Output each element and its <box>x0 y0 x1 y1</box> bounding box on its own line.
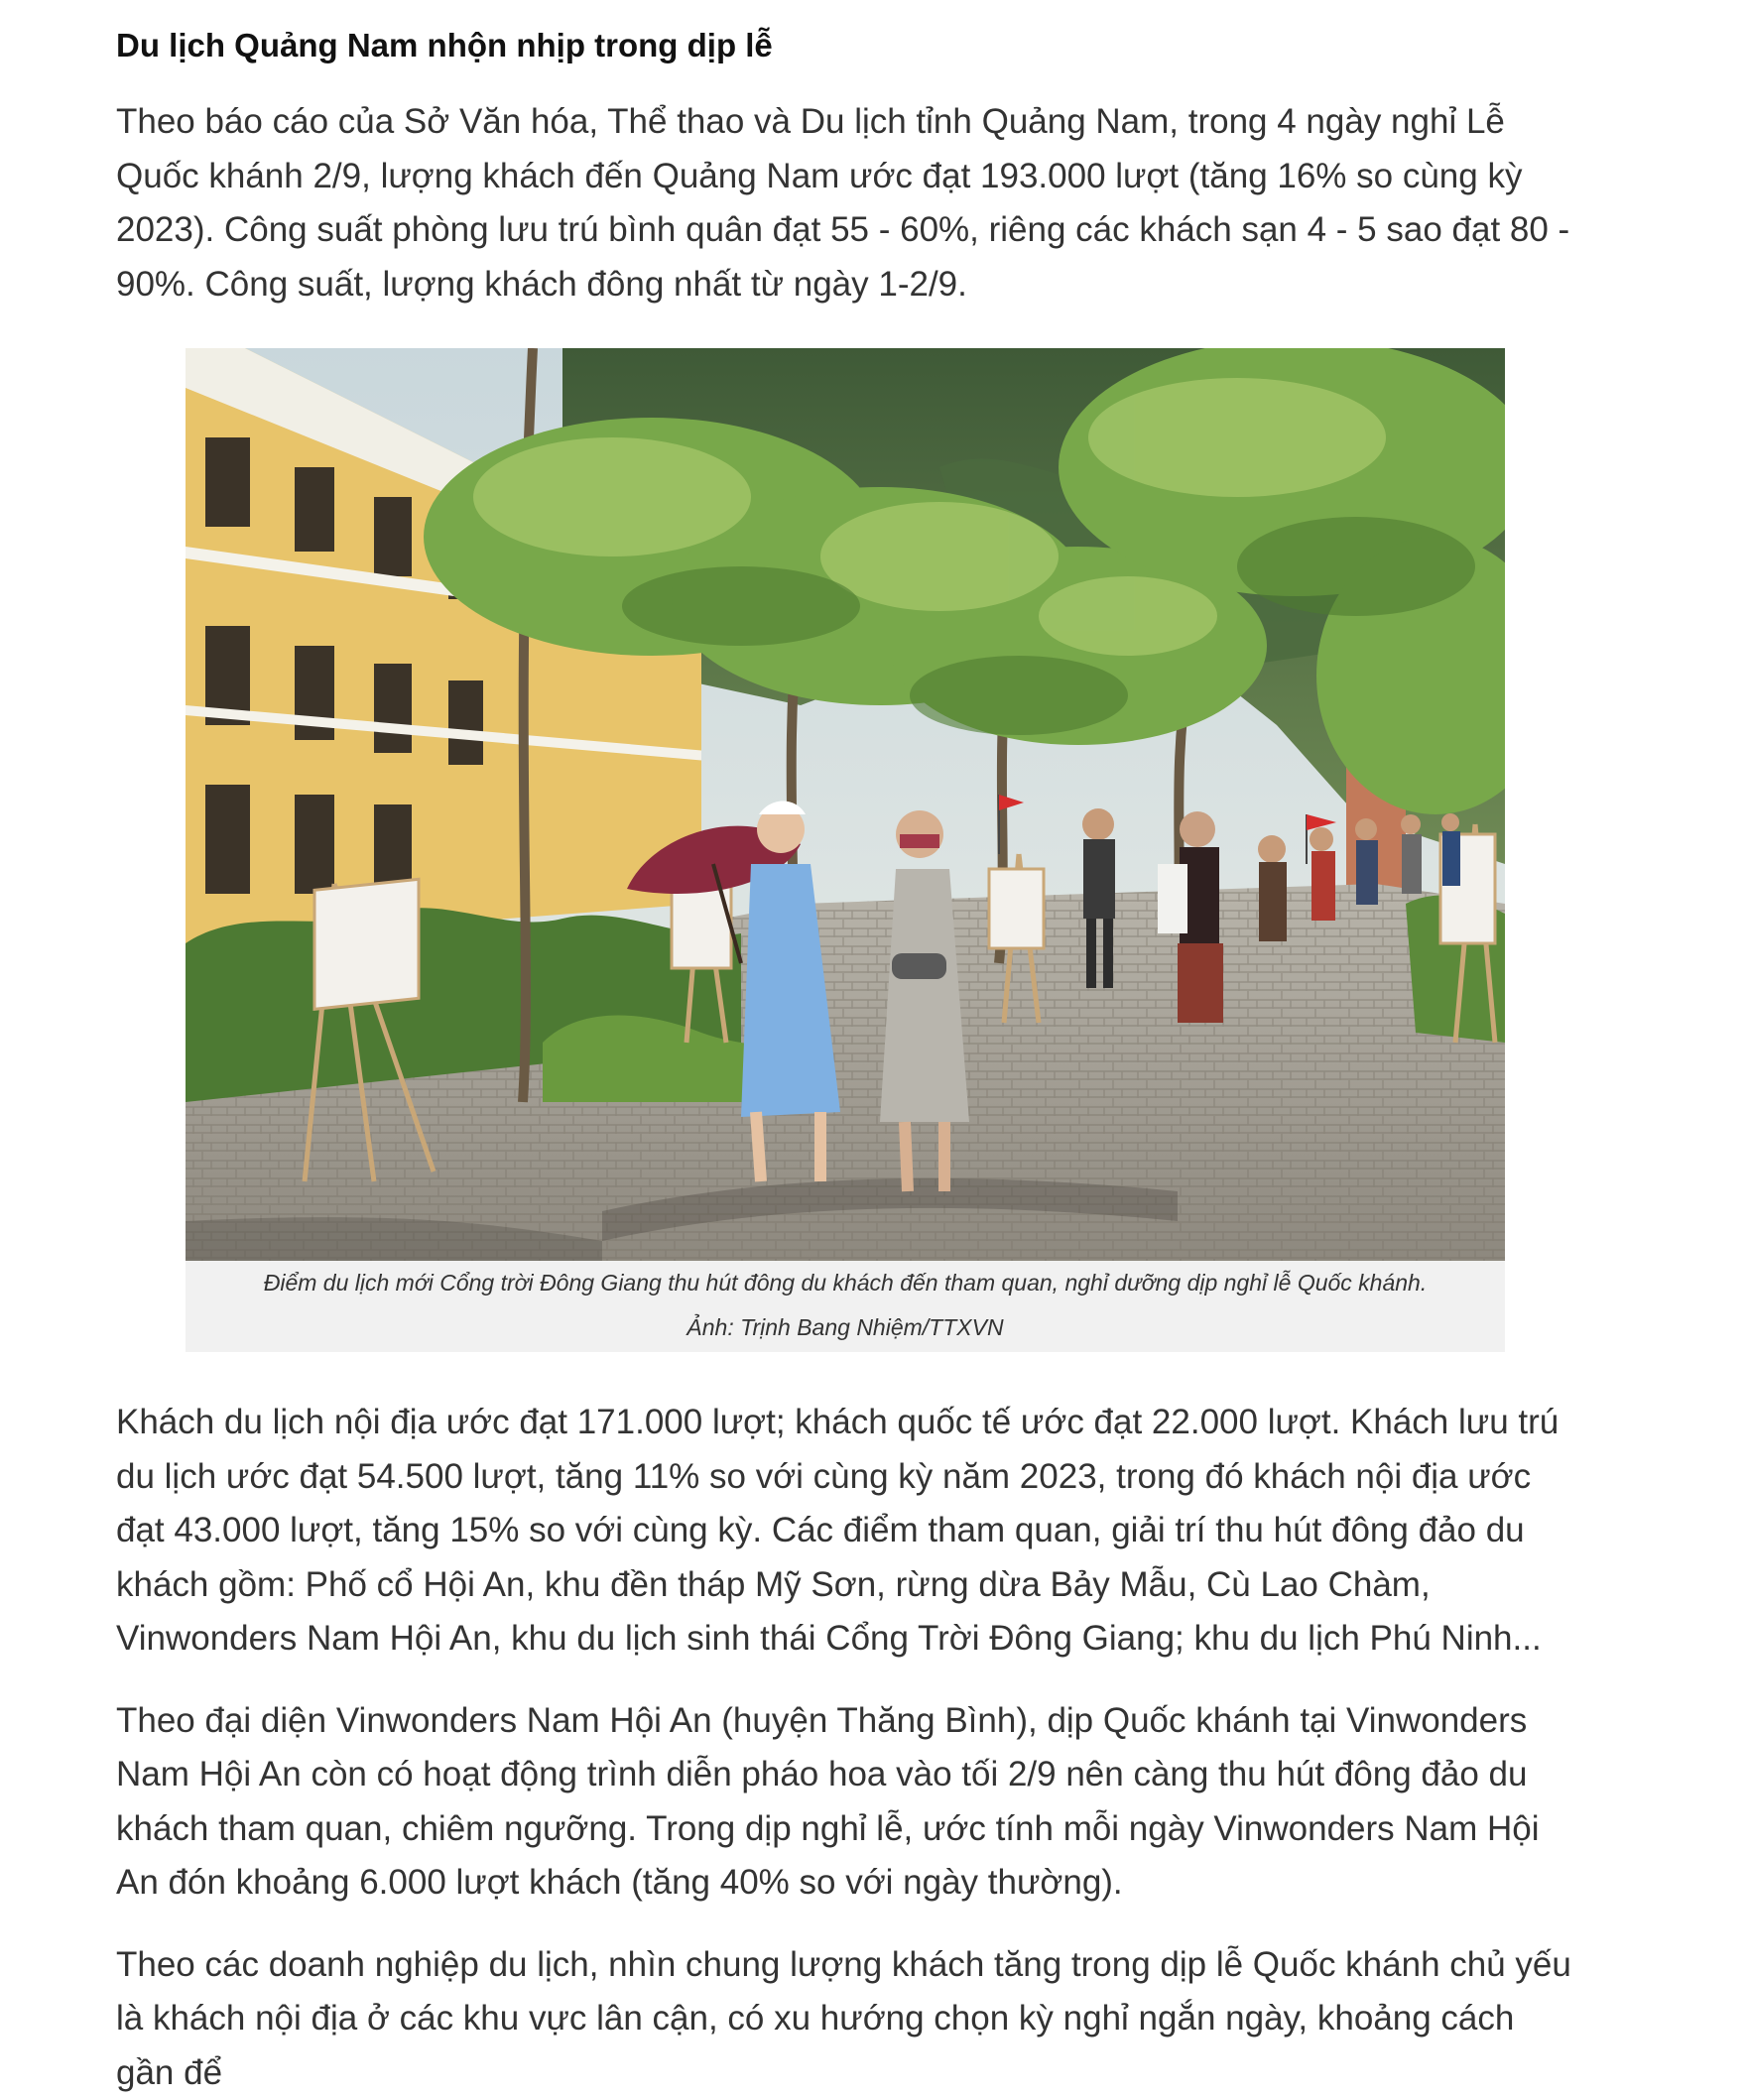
article <box>116 0 1574 2100</box>
caption-line-1: Điểm du lịch mới Cổng trời Đông Giang thu hút đông du khách đến tham quan, nghỉ dưỡng dịp nghỉ lễ Quốc khánh. <box>193 1261 1497 1305</box>
article-paragraph-3: Theo đại diện Vinwonders Nam Hội An (huyện Thăng Bình), dịp Quốc khánh tại Vinwonders Nam Hội An còn có hoạt động trình diễn pháo hoa vào tối 2/9 nên càng thu hút đông đảo du khách tham quan, chiêm ngưỡng. Trong dịp nghỉ lễ, ước tính mỗi ngày Vinwonders Nam Hội An đón khoảng 6.000 lượt khách (tăng 40% so với ngày thường). <box>116 1694 1574 1911</box>
figure-caption <box>186 1261 1505 1352</box>
article-headline: Du lịch Quảng Nam nhộn nhịp trong dịp lễ <box>116 26 1574 65</box>
article-figure <box>186 348 1505 1352</box>
caption-line-2: Ảnh: Trịnh Bang Nhiệm/TTXVN <box>193 1305 1497 1350</box>
article-paragraph-4: Theo các doanh nghiệp du lịch, nhìn chung lượng khách tăng trong dịp lễ Quốc khánh chủ yếu là khách nội địa ở các khu vực lân cận, có xu hướng chọn kỳ nghỉ ngắn ngày, khoảng cách gần để <box>116 1938 1574 2100</box>
article-photo <box>186 348 1505 1261</box>
article-paragraph-2: Khách du lịch nội địa ước đạt 171.000 lượt; khách quốc tế ước đạt 22.000 lượt. Khách lưu trú du lịch ước đạt 54.500 lượt, tăng 11% so với cùng kỳ năm 2023, trong đó khách nội địa ước đạt 43.000 lượt, tăng 15% so với cùng kỳ. Các điểm tham quan, giải trí thu hút đông đảo du khách gồm: Phố cổ Hội An, khu đền tháp Mỹ Sơn, rừng dừa Bảy Mẫu, Cù Lao Chàm, Vinwonders Nam Hội An, khu du lịch sinh thái Cổng Trời Đông Giang; khu du lịch Phú Ninh... <box>116 1396 1574 1667</box>
article-paragraph-1: Theo báo cáo của Sở Văn hóa, Thể thao và Du lịch tỉnh Quảng Nam, trong 4 ngày nghỉ Lễ Quốc khánh 2/9, lượng khách đến Quảng Nam ước đạt 193.000 lượt (tăng 16% so cùng kỳ 2023). Công suất phòng lưu trú bình quân đạt 55 - 60%, riêng các khách sạn 4 - 5 sao đạt 80 - 90%. Công suất, lượng khách đông nhất từ ngày 1-2/9. <box>116 95 1574 311</box>
